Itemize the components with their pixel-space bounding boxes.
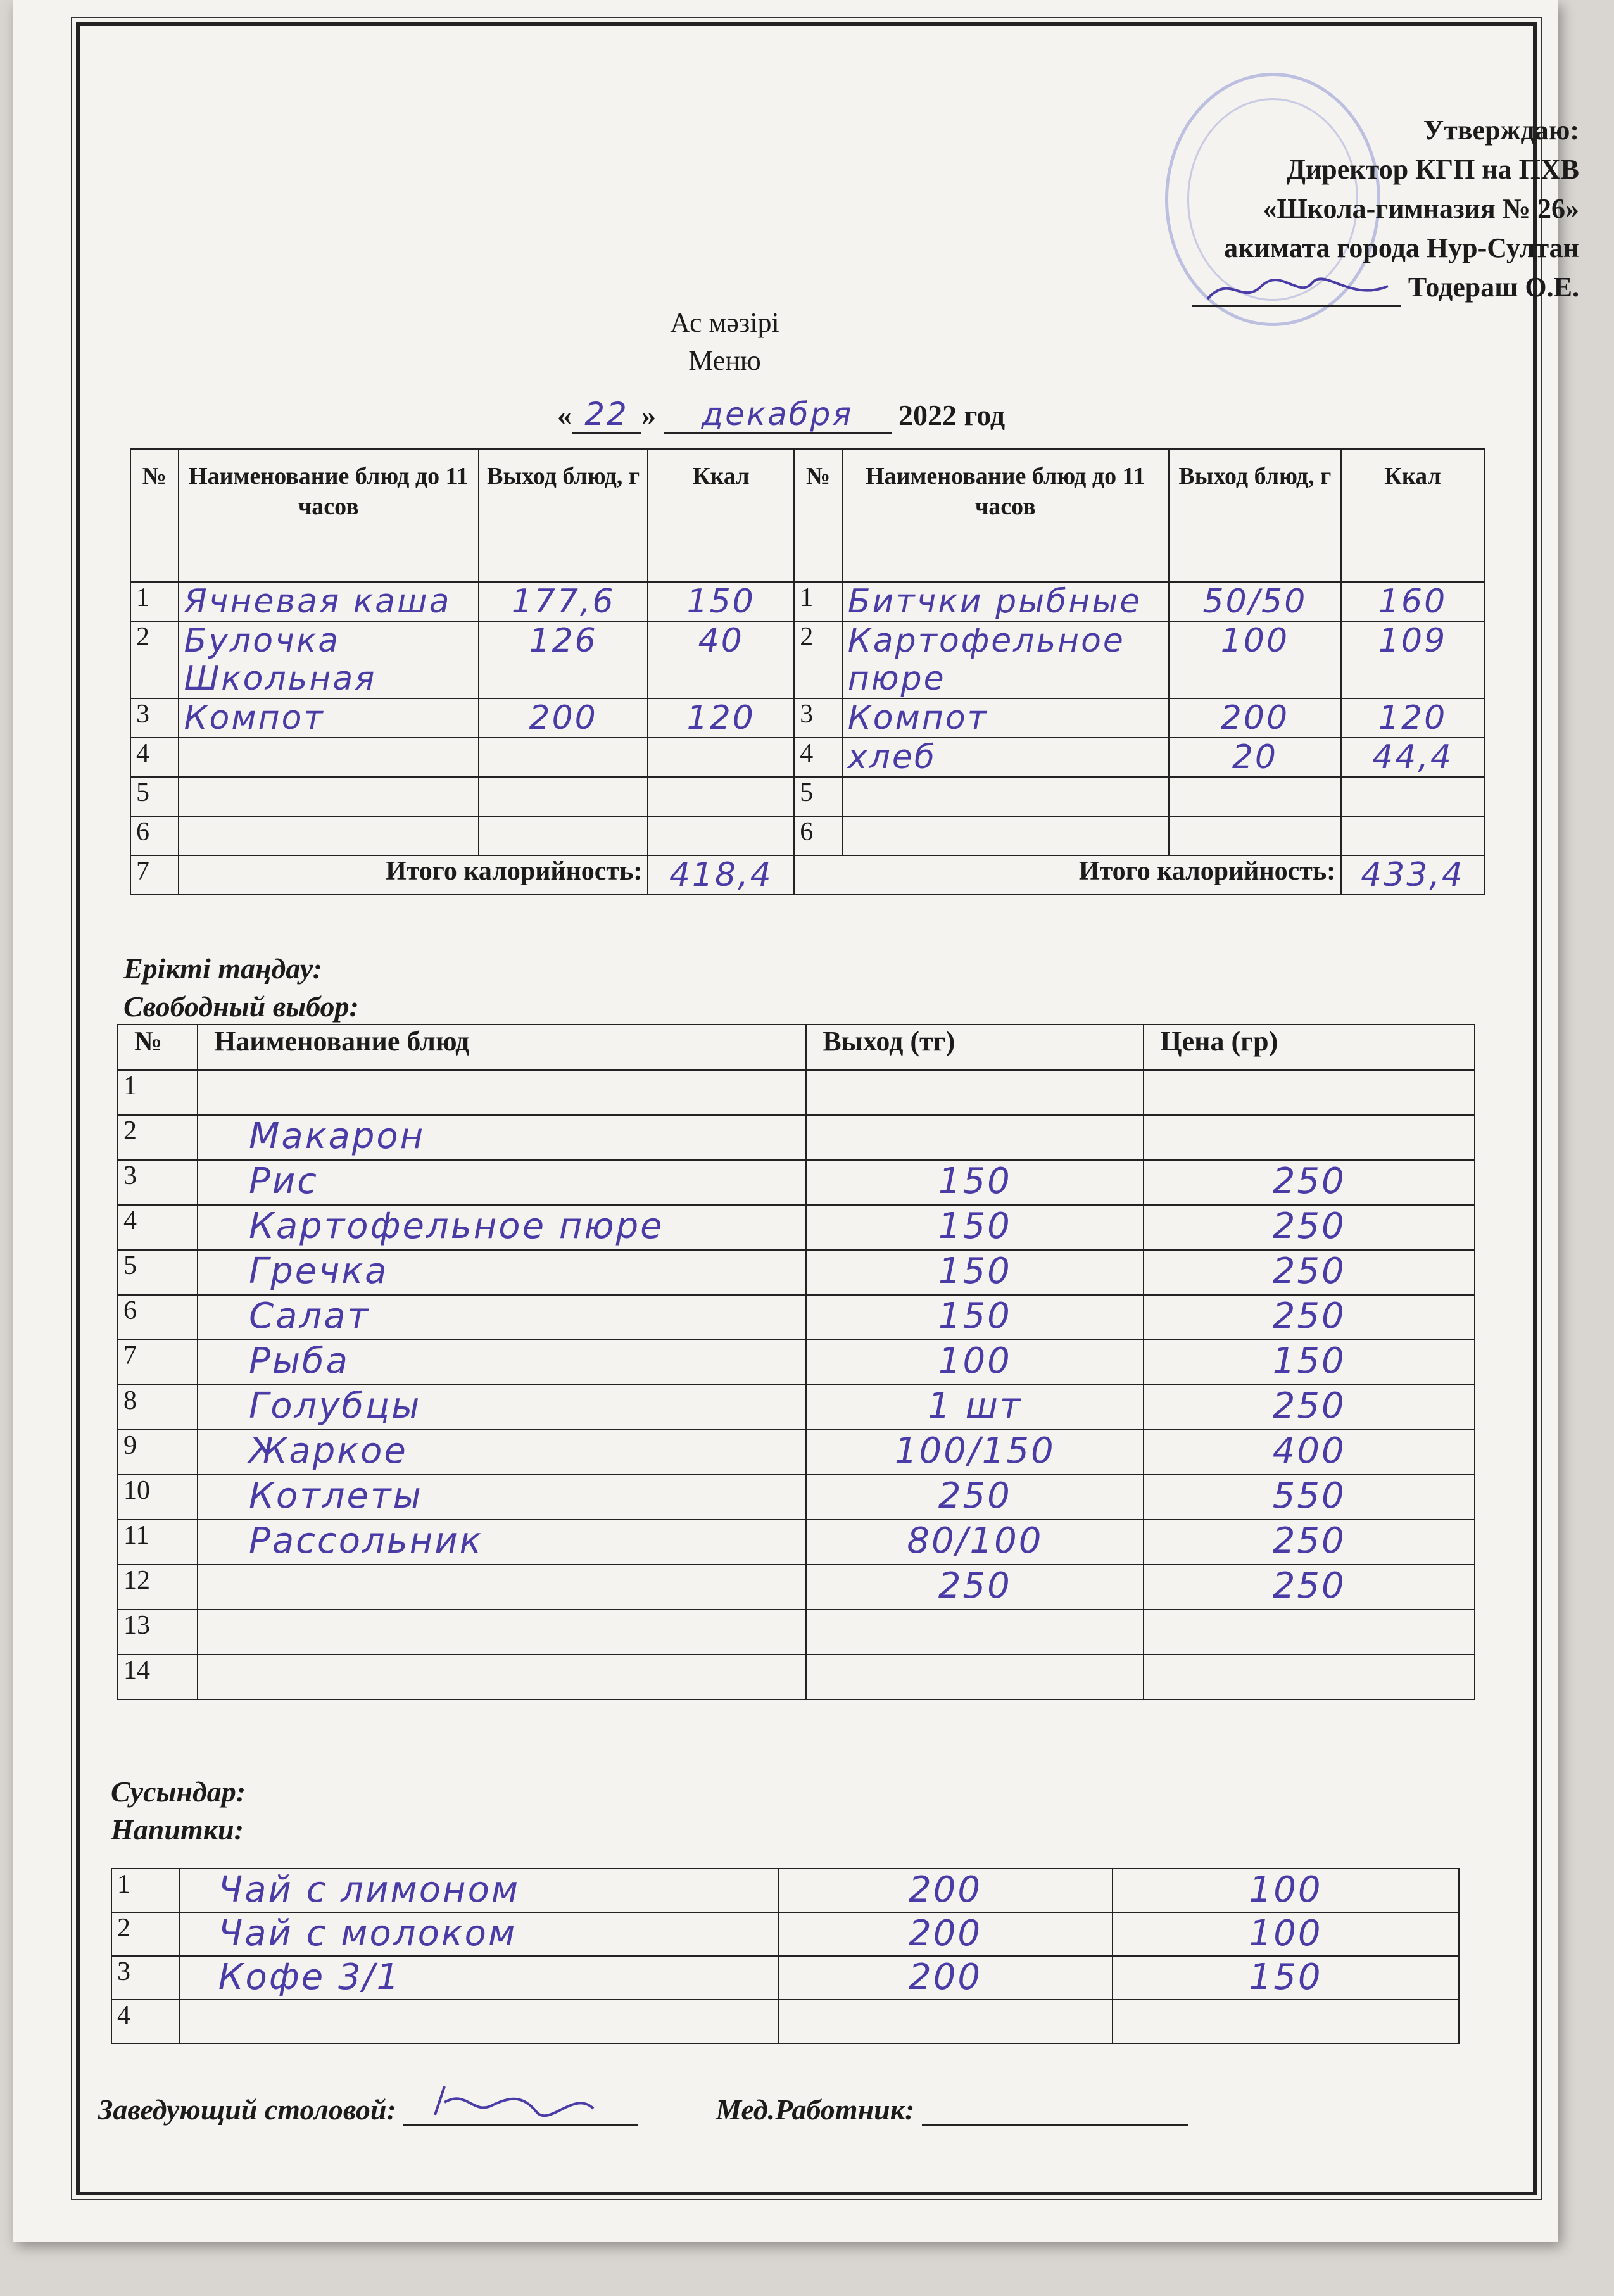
dish-output: 150: [806, 1205, 1144, 1250]
total-label-right: Итого калорийность:: [794, 855, 1341, 895]
dish-output: 100/150: [806, 1430, 1144, 1475]
dish-output: 200: [479, 698, 648, 738]
dish-price: 400: [1144, 1430, 1475, 1475]
dish-price: 150: [1144, 1340, 1475, 1385]
date-year: 2022 год: [898, 399, 1006, 431]
dish-output: [806, 1655, 1144, 1700]
drink-output: 200: [778, 1956, 1113, 2000]
row-number: 1: [111, 1869, 180, 1912]
table-row: [118, 1520, 1475, 1565]
dish-name: [842, 777, 1169, 816]
row-number: 3: [118, 1160, 198, 1205]
dish-name: Макарон: [198, 1115, 806, 1160]
row-number: 4: [130, 738, 179, 777]
dish-output: [479, 738, 648, 777]
dish-kcal: 109: [1341, 621, 1484, 698]
title-kz: Ас мәзірі: [670, 307, 779, 338]
drinks-label: [111, 1773, 246, 1849]
row-number: 2: [111, 1912, 180, 1956]
dish-price: 250: [1144, 1520, 1475, 1565]
column-header: Ккал: [648, 449, 794, 582]
row-number: 9: [118, 1430, 198, 1475]
dish-name: Компот: [842, 698, 1169, 738]
table-row: [118, 1070, 1475, 1115]
total-kcal-left: 418,4: [648, 855, 794, 895]
dish-output: 126: [479, 621, 648, 698]
table-row: [130, 582, 1484, 621]
dish-name: [179, 738, 479, 777]
table-row: [118, 1565, 1475, 1610]
approval-block: [1009, 111, 1579, 307]
dish-output: 80/100: [806, 1520, 1144, 1565]
dish-price: 250: [1144, 1250, 1475, 1295]
dish-price: 250: [1144, 1205, 1475, 1250]
dish-name: [198, 1565, 806, 1610]
title-ru: Меню: [688, 345, 761, 376]
table-row: [118, 1340, 1475, 1385]
free-choice-label-kz: Ерікті таңдау:: [123, 952, 322, 985]
drink-output: [778, 2000, 1113, 2043]
table-row: [111, 1956, 1459, 2000]
table-row: [130, 816, 1484, 855]
page-title: [0, 304, 1532, 380]
drink-price: 100: [1113, 1912, 1459, 1956]
row-number: 5: [118, 1250, 198, 1295]
dish-name: [198, 1610, 806, 1655]
dish-kcal: [1341, 816, 1484, 855]
drinks-label-ru: Напитки:: [111, 1813, 244, 1846]
row-number: 5: [130, 777, 179, 816]
dish-name: Гречка: [198, 1250, 806, 1295]
drinks-label-kz: Сусындар:: [111, 1776, 246, 1808]
row-number: 7: [130, 855, 179, 895]
medic-label: Мед.Работник:: [716, 2093, 915, 2126]
row-number: 14: [118, 1655, 198, 1700]
dish-kcal: 44,4: [1341, 738, 1484, 777]
total-kcal-right: 433,4: [1341, 855, 1484, 895]
row-number: 7: [118, 1340, 198, 1385]
drink-output: 200: [778, 1912, 1113, 1956]
dish-price: [1144, 1610, 1475, 1655]
dish-output: 100: [806, 1340, 1144, 1385]
dish-name: Картофельное пюре: [842, 621, 1169, 698]
table-row: [118, 1250, 1475, 1295]
dish-price: 550: [1144, 1475, 1475, 1520]
date-day: 22: [572, 396, 641, 434]
drink-name: [180, 2000, 778, 2043]
total-row: [130, 855, 1484, 895]
drinks-table: [111, 1868, 1460, 2044]
drink-name: Чай с лимоном: [180, 1869, 778, 1912]
column-header: Ккал: [1341, 449, 1484, 582]
dish-name: [198, 1655, 806, 1700]
row-number: 2: [794, 621, 842, 698]
dish-name: [198, 1070, 806, 1115]
manager-label: Заведующий столовой:: [98, 2093, 396, 2126]
free-choice-label: [123, 950, 359, 1026]
dish-name: Голубцы: [198, 1385, 806, 1430]
dish-output: 150: [806, 1250, 1144, 1295]
table-row: [118, 1205, 1475, 1250]
column-header: Наименование блюд до 11 часов: [842, 449, 1169, 582]
dish-price: [1144, 1070, 1475, 1115]
dish-output: 250: [806, 1475, 1144, 1520]
row-number: 4: [794, 738, 842, 777]
dish-output: [806, 1115, 1144, 1160]
drink-price: 100: [1113, 1869, 1459, 1912]
table-row: [118, 1655, 1475, 1700]
dish-price: 250: [1144, 1160, 1475, 1205]
free-choice-label-ru: Свободный выбор:: [123, 990, 359, 1023]
dish-name: хлеб: [842, 738, 1169, 777]
dish-price: [1144, 1115, 1475, 1160]
approval-line-2: Директор КГП на ПХВ: [1286, 154, 1579, 185]
dish-output: 177,6: [479, 582, 648, 621]
table-row: [118, 1295, 1475, 1340]
column-header: №: [130, 449, 179, 582]
table-row: [118, 1430, 1475, 1475]
dish-name: Рыба: [198, 1340, 806, 1385]
row-number: 11: [118, 1520, 198, 1565]
dish-price: 250: [1144, 1385, 1475, 1430]
dish-kcal: [648, 738, 794, 777]
column-header: №: [794, 449, 842, 582]
table-row: [111, 2000, 1459, 2043]
drink-name: Кофе 3/1: [180, 1956, 778, 2000]
column-header: Выход блюд, г: [1169, 449, 1341, 582]
table-row: [111, 1869, 1459, 1912]
dish-name: Жаркое: [198, 1430, 806, 1475]
menu-date: « 22 » декабря 2022 год: [557, 396, 1005, 434]
medic-signature-line: [922, 2090, 1188, 2126]
dish-output: [806, 1070, 1144, 1115]
dish-name: Булочка Школьная: [179, 621, 479, 698]
dish-output: 100: [1169, 621, 1341, 698]
dish-output: 150: [806, 1295, 1144, 1340]
dish-output: 50/50: [1169, 582, 1341, 621]
footer-signatures: [98, 2090, 1188, 2126]
dish-output: 250: [806, 1565, 1144, 1610]
dish-price: 250: [1144, 1565, 1475, 1610]
row-number: 5: [794, 777, 842, 816]
column-header: Наименование блюд до 11 часов: [179, 449, 479, 582]
dish-name: Картофельное пюре: [198, 1205, 806, 1250]
dish-name: Компот: [179, 698, 479, 738]
row-number: 2: [118, 1115, 198, 1160]
column-header: Выход блюд, г: [479, 449, 648, 582]
row-number: 1: [794, 582, 842, 621]
row-number: 2: [130, 621, 179, 698]
drink-price: 150: [1113, 1956, 1459, 2000]
dish-kcal: 40: [648, 621, 794, 698]
column-header: Цена (гр): [1144, 1025, 1475, 1070]
total-label-left: Итого калорийность:: [179, 855, 648, 895]
drink-price: [1113, 2000, 1459, 2043]
table-row: [111, 1912, 1459, 1956]
dish-output: 150: [806, 1160, 1144, 1205]
date-month: декабря: [664, 396, 892, 434]
row-number: 1: [118, 1070, 198, 1115]
dish-kcal: [1341, 777, 1484, 816]
dish-output: [479, 816, 648, 855]
dish-name: Ячневая каша: [179, 582, 479, 621]
director-signature: [1192, 280, 1401, 307]
table-row: [118, 1610, 1475, 1655]
dish-kcal: 160: [1341, 582, 1484, 621]
approval-line-3: «Школа-гимназия № 26»: [1263, 193, 1579, 224]
drink-name: Чай с молоком: [180, 1912, 778, 1956]
free-choice-table: [117, 1024, 1475, 1700]
breakfast-table: [130, 448, 1485, 895]
manager-signature: [403, 2090, 638, 2126]
dish-price: [1144, 1655, 1475, 1700]
drink-output: 200: [778, 1869, 1113, 1912]
dish-name: [179, 777, 479, 816]
dish-output: [1169, 816, 1341, 855]
column-header: Выход (тг): [806, 1025, 1144, 1070]
dish-output: [1169, 777, 1341, 816]
dish-name: Битчки рыбные: [842, 582, 1169, 621]
row-number: 8: [118, 1385, 198, 1430]
dish-output: [806, 1610, 1144, 1655]
table-row: [118, 1160, 1475, 1205]
table-row: [118, 1115, 1475, 1160]
row-number: 13: [118, 1610, 198, 1655]
dish-kcal: 120: [648, 698, 794, 738]
row-number: 6: [118, 1295, 198, 1340]
dish-name: [842, 816, 1169, 855]
column-header: №: [118, 1025, 198, 1070]
table-row: [118, 1385, 1475, 1430]
dish-kcal: [648, 816, 794, 855]
row-number: 6: [130, 816, 179, 855]
column-header: Наименование блюд: [198, 1025, 806, 1070]
dish-output: 1 шт: [806, 1385, 1144, 1430]
row-number: 4: [111, 2000, 180, 2043]
dish-name: Рис: [198, 1160, 806, 1205]
row-number: 3: [111, 1956, 180, 2000]
dish-name: Рассольник: [198, 1520, 806, 1565]
row-number: 12: [118, 1565, 198, 1610]
dish-kcal: 150: [648, 582, 794, 621]
dish-kcal: [648, 777, 794, 816]
dish-output: [479, 777, 648, 816]
dish-price: 250: [1144, 1295, 1475, 1340]
row-number: 6: [794, 816, 842, 855]
approval-line-4: акимата города Нур-Султан: [1224, 232, 1579, 263]
table-row: [130, 698, 1484, 738]
approval-line-1: Утверждаю:: [1423, 115, 1579, 146]
row-number: 3: [130, 698, 179, 738]
dish-name: Салат: [198, 1295, 806, 1340]
dish-kcal: 120: [1341, 698, 1484, 738]
table-row: [130, 738, 1484, 777]
row-number: 1: [130, 582, 179, 621]
row-number: 3: [794, 698, 842, 738]
dish-name: [179, 816, 479, 855]
table-row: [130, 777, 1484, 816]
row-number: 4: [118, 1205, 198, 1250]
table-row: [118, 1475, 1475, 1520]
approval-signer: Тодераш О.Е.: [1408, 272, 1579, 303]
row-number: 10: [118, 1475, 198, 1520]
table-row: [130, 621, 1484, 698]
dish-output: 20: [1169, 738, 1341, 777]
dish-name: Котлеты: [198, 1475, 806, 1520]
dish-output: 200: [1169, 698, 1341, 738]
